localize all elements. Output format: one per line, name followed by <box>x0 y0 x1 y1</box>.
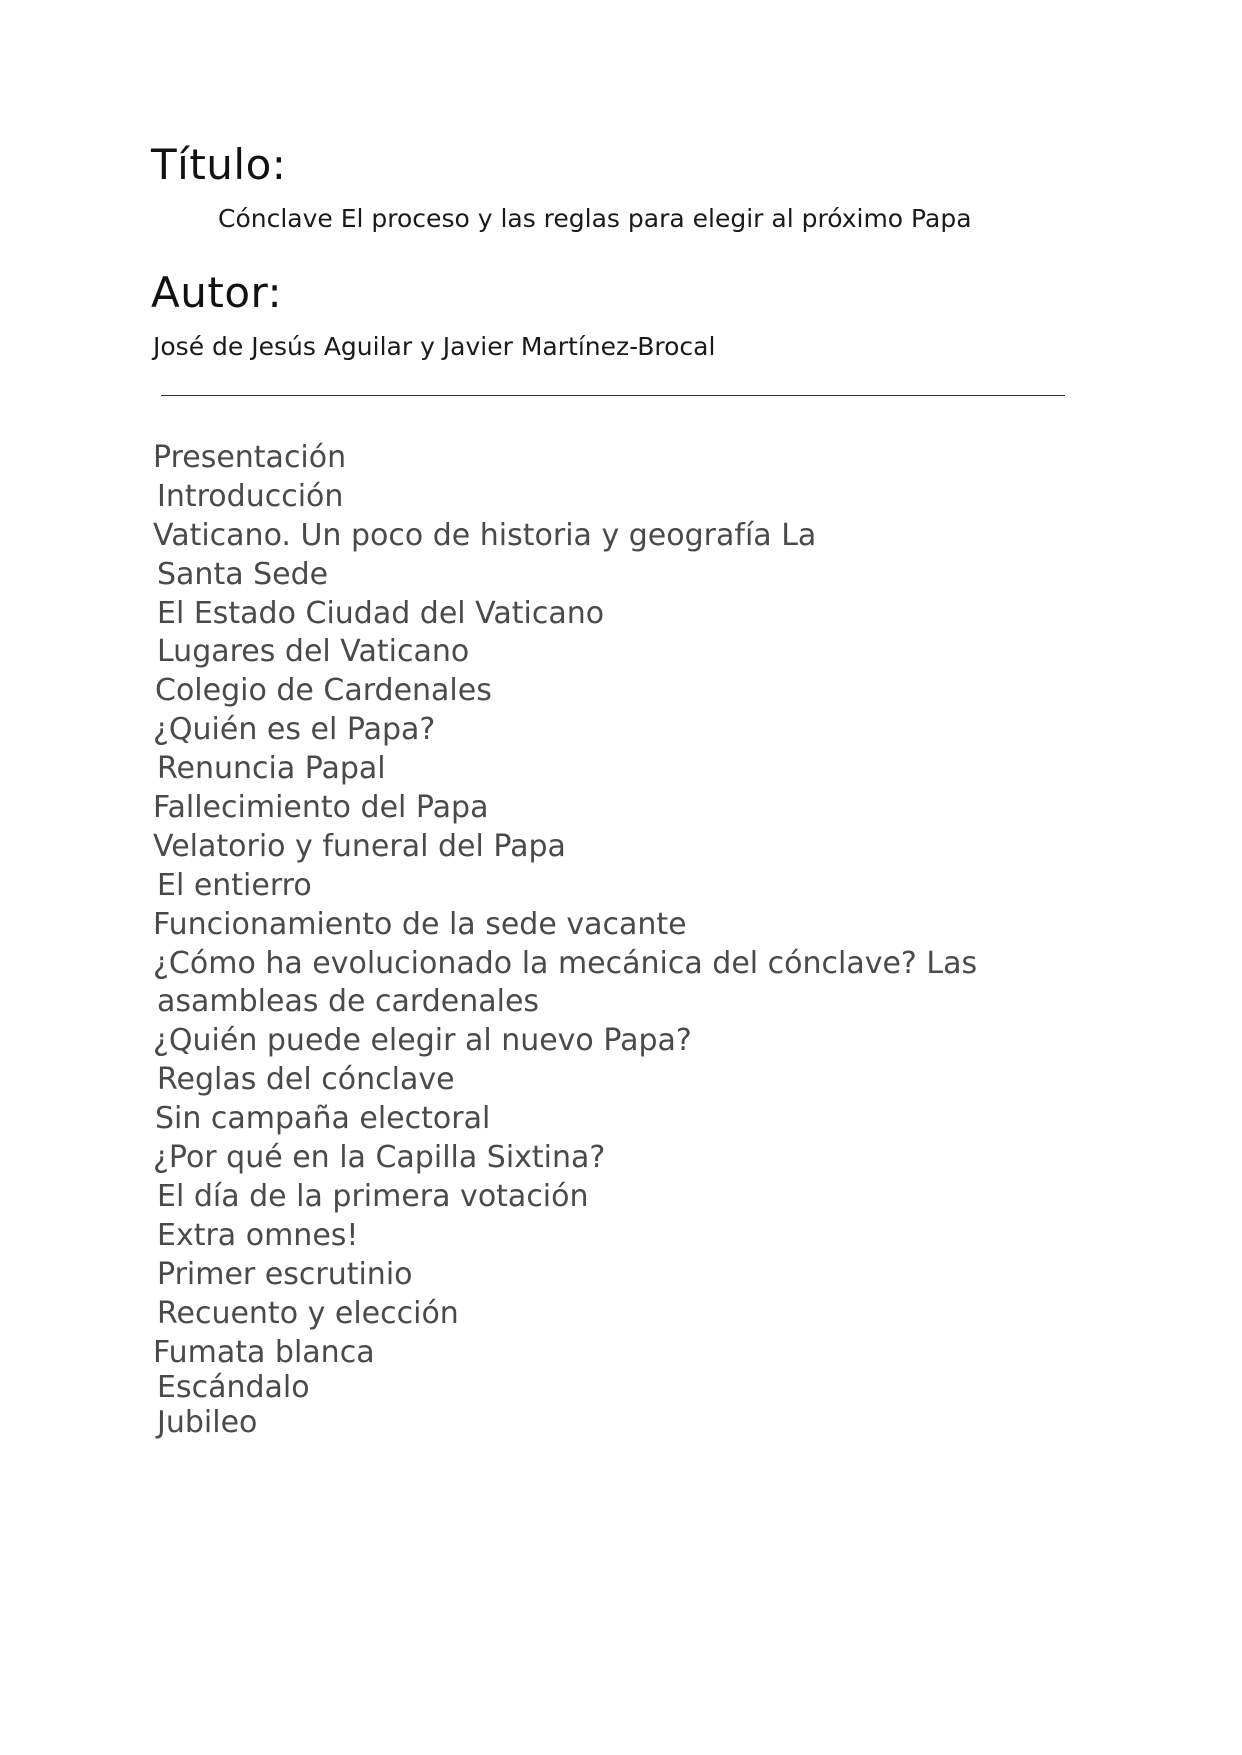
toc-item: Reglas del cónclave <box>157 1062 455 1097</box>
toc-item: Renuncia Papal <box>157 751 386 786</box>
toc-item: El Estado Ciudad del Vaticano <box>157 596 605 631</box>
toc-item: Fumata blanca <box>153 1335 375 1370</box>
toc-item: ¿Cómo ha evolucionado la mecánica del cónclave? Las <box>153 946 978 981</box>
book-author: José de Jesús Aguilar y Javier Martínez-Brocal <box>153 332 716 361</box>
toc-item: Fallecimiento del Papa <box>153 790 489 825</box>
toc-item: ¿Por qué en la Capilla Sixtina? <box>153 1140 606 1175</box>
toc-item: El día de la primera votación <box>157 1179 589 1214</box>
toc-item: ¿Quién es el Papa? <box>153 712 436 747</box>
toc-item: Santa Sede <box>157 557 329 592</box>
divider-line <box>161 395 1065 396</box>
toc-item: Lugares del Vaticano <box>157 634 470 669</box>
toc-item: Escándalo <box>157 1370 310 1405</box>
toc-item: Primer escrutinio <box>157 1257 413 1292</box>
toc-item: Funcionamiento de la sede vacante <box>153 907 687 942</box>
toc-item: Colegio de Cardenales <box>155 673 492 708</box>
toc-item: Vaticano. Un poco de historia y geografía La <box>153 518 817 553</box>
toc-item: Recuento y elección <box>157 1296 459 1331</box>
title-label: Título: <box>151 140 287 189</box>
toc-item: ¿Quién puede elegir al nuevo Papa? <box>153 1023 692 1058</box>
toc-item: Velatorio y funeral del Papa <box>153 829 566 864</box>
toc-item: Presentación <box>153 440 347 475</box>
toc-item: Sin campaña electoral <box>155 1101 491 1136</box>
toc-item: asambleas de cardenales <box>157 984 540 1019</box>
toc-item: Extra omnes! <box>157 1218 359 1253</box>
toc-item: Jubileo <box>157 1405 258 1440</box>
toc-item: El entierro <box>157 868 312 903</box>
author-label: Autor: <box>151 268 283 317</box>
book-title: Cónclave El proceso y las reglas para elegir al próximo Papa <box>218 204 972 233</box>
toc-item: Introducción <box>157 479 344 514</box>
